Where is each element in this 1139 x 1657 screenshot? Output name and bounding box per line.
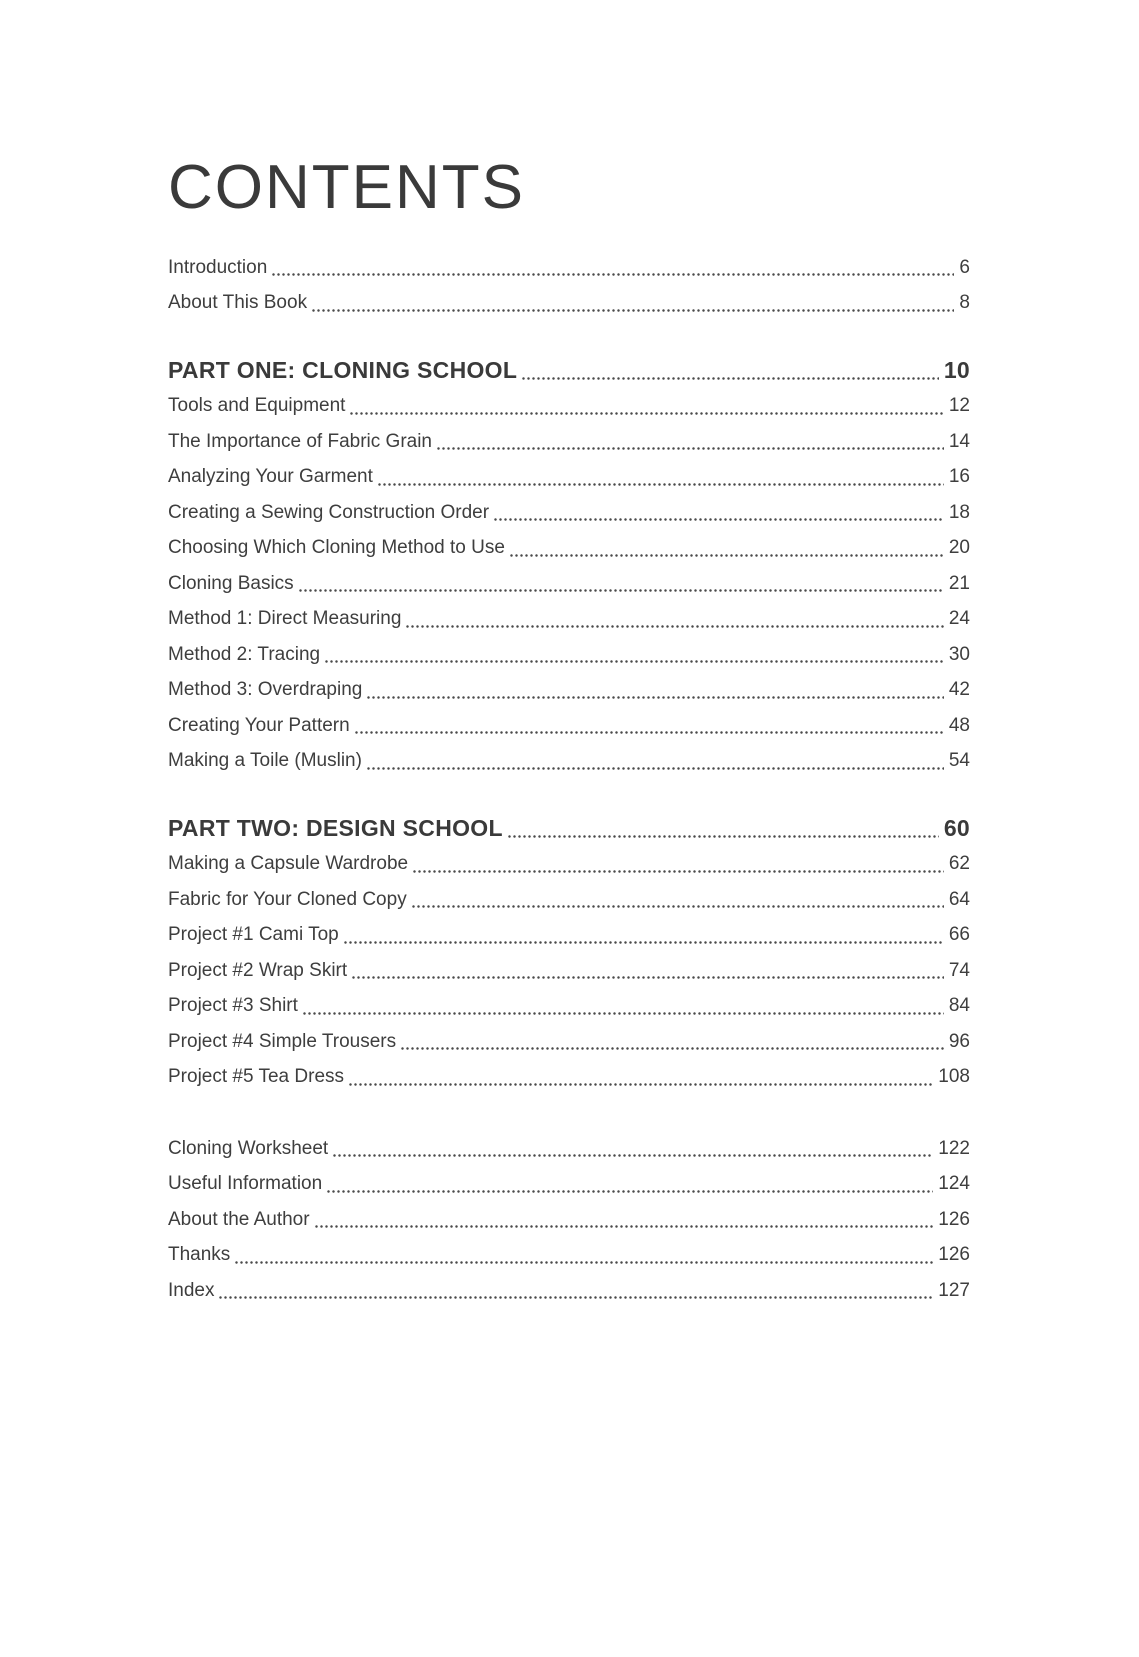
toc-entry[interactable] — [168, 424, 970, 460]
toc-entry[interactable] — [168, 1131, 970, 1167]
toc-entry-label: Project #3 Shirt — [168, 995, 298, 1017]
toc-entry-page: 54 — [948, 750, 970, 772]
toc-entry-page: 30 — [948, 643, 970, 665]
dot-leader — [377, 460, 944, 496]
toc-entry-page: 64 — [948, 888, 970, 910]
toc-entry[interactable] — [168, 286, 970, 322]
toc-list — [168, 250, 970, 1309]
toc-entry-label: Cloning Basics — [168, 572, 294, 594]
dot-leader — [411, 882, 944, 918]
dot-leader — [509, 531, 944, 567]
toc-entry-label: Method 2: Tracing — [168, 643, 321, 665]
toc-entry-page: 8 — [959, 292, 970, 314]
dot-leader — [302, 989, 944, 1025]
dot-leader — [271, 250, 954, 286]
toc-entry-label: Method 1: Direct Measuring — [168, 608, 402, 630]
toc-entry-page: 12 — [948, 395, 970, 417]
dot-leader — [348, 1060, 933, 1096]
dot-leader — [400, 1024, 944, 1060]
toc-entry-page: 24 — [948, 608, 970, 630]
toc-entry[interactable] — [168, 389, 970, 425]
toc-entry-label: Index — [168, 1279, 215, 1301]
dot-leader — [298, 566, 944, 602]
toc-entry[interactable] — [168, 1202, 970, 1238]
dot-leader — [332, 1131, 933, 1167]
toc-entry-label: PART ONE: CLONING SCHOOL — [168, 357, 518, 384]
toc-entry-page: 20 — [948, 537, 970, 559]
toc-entry[interactable] — [168, 566, 970, 602]
toc-entry-label: Project #4 Simple Trousers — [168, 1030, 397, 1052]
toc-entry[interactable] — [168, 1060, 970, 1096]
toc-entry-label: Thanks — [168, 1244, 231, 1266]
toc-entry-label: Useful Information — [168, 1173, 323, 1195]
toc-entry[interactable] — [168, 637, 970, 673]
toc-entry-page: 124 — [938, 1173, 970, 1195]
toc-entry-page: 18 — [948, 501, 970, 523]
toc-entry-page: 10 — [943, 357, 970, 384]
toc-entry-page: 48 — [948, 714, 970, 736]
toc-entry[interactable] — [168, 847, 970, 883]
toc-entry-label: Analyzing Your Garment — [168, 466, 373, 488]
toc-entry-label: Tools and Equipment — [168, 395, 346, 417]
dot-leader — [507, 811, 939, 847]
toc-entry-page: 62 — [948, 853, 970, 875]
toc-entry[interactable] — [168, 1167, 970, 1203]
toc-entry-label: Project #5 Tea Dress — [168, 1066, 345, 1088]
toc-entry[interactable] — [168, 989, 970, 1025]
toc-entry-label: Making a Toile (Muslin) — [168, 750, 362, 772]
dot-leader — [311, 286, 954, 322]
toc-part-header[interactable] — [168, 353, 970, 389]
dot-leader — [521, 353, 939, 389]
toc-entry[interactable] — [168, 708, 970, 744]
toc-entry-label: Method 3: Overdraping — [168, 679, 363, 701]
toc-entry-label: About This Book — [168, 292, 308, 314]
toc-entry[interactable] — [168, 953, 970, 989]
dot-leader — [493, 495, 944, 531]
toc-entry-page: 6 — [959, 256, 970, 278]
toc-entry-page: 84 — [948, 995, 970, 1017]
dot-leader — [412, 847, 944, 883]
toc-entry-page: 66 — [948, 924, 970, 946]
toc-entry-label: Fabric for Your Cloned Copy — [168, 888, 407, 910]
toc-entry-page: 74 — [948, 959, 970, 981]
toc-entry-page: 126 — [938, 1208, 970, 1230]
toc-entry[interactable] — [168, 460, 970, 496]
dot-leader — [314, 1202, 934, 1238]
toc-entry[interactable] — [168, 602, 970, 638]
toc-entry[interactable] — [168, 531, 970, 567]
dot-leader — [324, 637, 944, 673]
toc-entry-label: Making a Capsule Wardrobe — [168, 853, 409, 875]
toc-entry-page: 16 — [948, 466, 970, 488]
contents-page — [0, 153, 1139, 1657]
toc-section — [168, 1131, 970, 1309]
toc-entry[interactable] — [168, 673, 970, 709]
toc-entry-page: 127 — [938, 1279, 970, 1301]
toc-section — [168, 811, 970, 1095]
toc-entry[interactable] — [168, 250, 970, 286]
toc-entry[interactable] — [168, 1273, 970, 1309]
toc-entry-label: Choosing Which Cloning Method to Use — [168, 537, 505, 559]
dot-leader — [218, 1273, 933, 1309]
dot-leader — [234, 1238, 933, 1274]
dot-leader — [326, 1167, 933, 1203]
toc-entry-page: 60 — [943, 815, 970, 842]
dot-leader — [366, 673, 944, 709]
dot-leader — [351, 953, 944, 989]
toc-entry-page: 126 — [938, 1244, 970, 1266]
toc-entry-page: 108 — [938, 1066, 970, 1088]
toc-section — [168, 353, 970, 779]
toc-entry-page: 14 — [948, 430, 970, 452]
toc-entry-label: About the Author — [168, 1208, 310, 1230]
toc-entry-page: 122 — [938, 1137, 970, 1159]
dot-leader — [436, 424, 944, 460]
toc-entry-label: Introduction — [168, 256, 268, 278]
toc-entry-label: Cloning Worksheet — [168, 1137, 329, 1159]
dot-leader — [366, 744, 944, 780]
dot-leader — [349, 389, 943, 425]
toc-entry-label: PART TWO: DESIGN SCHOOL — [168, 815, 503, 842]
toc-entry[interactable] — [168, 744, 970, 780]
toc-entry-page: 42 — [948, 679, 970, 701]
toc-part-header[interactable] — [168, 811, 970, 847]
toc-entry-label: Project #2 Wrap Skirt — [168, 959, 348, 981]
toc-entry[interactable] — [168, 1024, 970, 1060]
toc-entry[interactable] — [168, 495, 970, 531]
toc-entry[interactable] — [168, 882, 970, 918]
toc-entry-page: 21 — [948, 572, 970, 594]
page-title: CONTENTS — [168, 153, 525, 222]
toc-entry-page: 96 — [948, 1030, 970, 1052]
toc-entry-label: Creating Your Pattern — [168, 714, 350, 736]
toc-entry-label: Creating a Sewing Construction Order — [168, 501, 490, 523]
dot-leader — [354, 708, 944, 744]
dot-leader — [343, 918, 944, 954]
toc-entry-label: Project #1 Cami Top — [168, 924, 339, 946]
toc-entry[interactable] — [168, 918, 970, 954]
dot-leader — [405, 602, 943, 638]
toc-entry-label: The Importance of Fabric Grain — [168, 430, 432, 452]
toc-section — [168, 250, 970, 321]
toc-entry[interactable] — [168, 1238, 970, 1274]
